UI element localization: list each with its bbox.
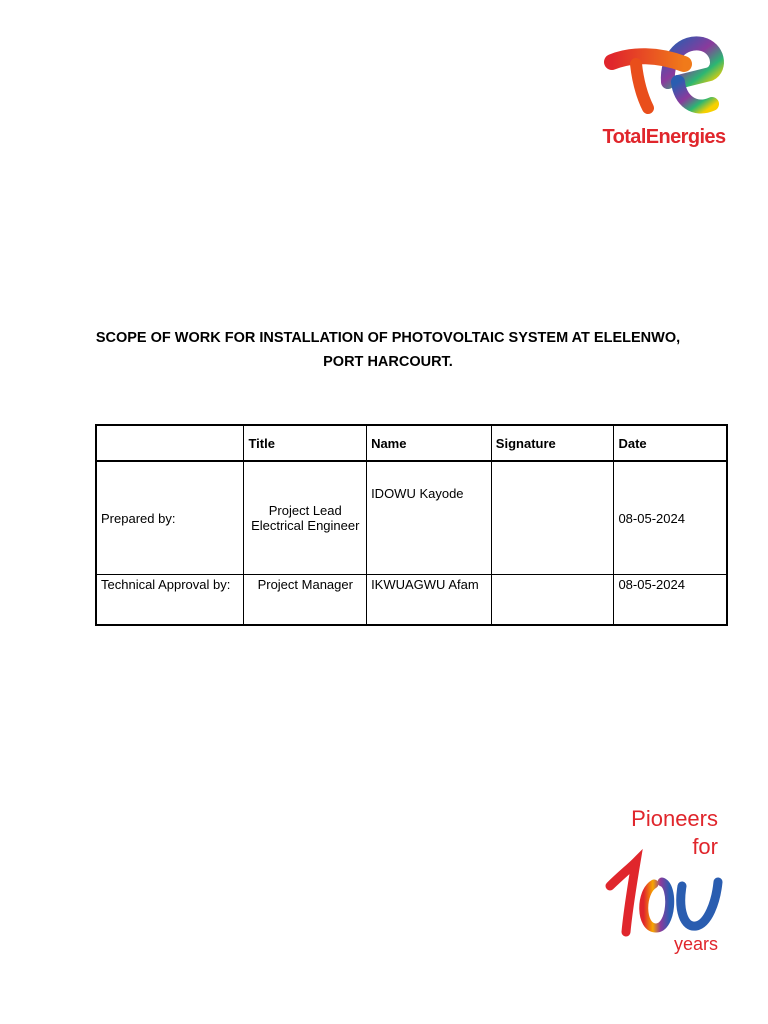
- signature-cell: [491, 575, 614, 626]
- role-cell: Technical Approval by:: [96, 575, 244, 626]
- pioneers-100-years-badge: [600, 806, 730, 956]
- hundred-number: 100: [606, 843, 633, 860]
- title-line: Project Lead: [268, 503, 342, 518]
- table-header-row: [96, 425, 727, 461]
- totalenergies-emblem-icon: [606, 34, 724, 124]
- table-row: [96, 575, 727, 626]
- brand-name: TotalEnergies: [602, 126, 726, 148]
- for-text: for: [692, 834, 718, 859]
- years-text: years: [673, 934, 718, 954]
- role-cell: Prepared by:: [96, 461, 244, 575]
- header-cell-role: [96, 425, 244, 461]
- date-cell: 08-05-2024: [614, 461, 727, 575]
- totalenergies-logo: [598, 30, 730, 154]
- title-line-1: SCOPE OF WORK FOR INSTALLATION OF PHOTOVOLTAIC SYSTEM AT ELELENWO,: [95, 330, 681, 346]
- table-row: [96, 461, 727, 575]
- title-cell: Project Manager: [244, 575, 367, 626]
- name-cell: IDOWU Kayode: [367, 461, 492, 575]
- pioneers-text: Pioneers: [631, 806, 718, 831]
- date-cell: 08-05-2024: [614, 575, 727, 626]
- header-cell-title: Title: [244, 425, 367, 461]
- header-cell-signature: Signature: [491, 425, 614, 461]
- name-cell: IKWUAGWU Afam: [367, 575, 492, 626]
- page-title: [60, 326, 716, 374]
- title-cell: [244, 461, 367, 575]
- title-line: Electrical Engineer: [251, 518, 360, 533]
- header-cell-name: Name: [367, 425, 492, 461]
- signature-cell: [491, 461, 614, 575]
- signoff-table: [95, 424, 728, 626]
- header-cell-date: Date: [614, 425, 727, 461]
- title-line-2: PORT HARCOURT.: [323, 354, 453, 370]
